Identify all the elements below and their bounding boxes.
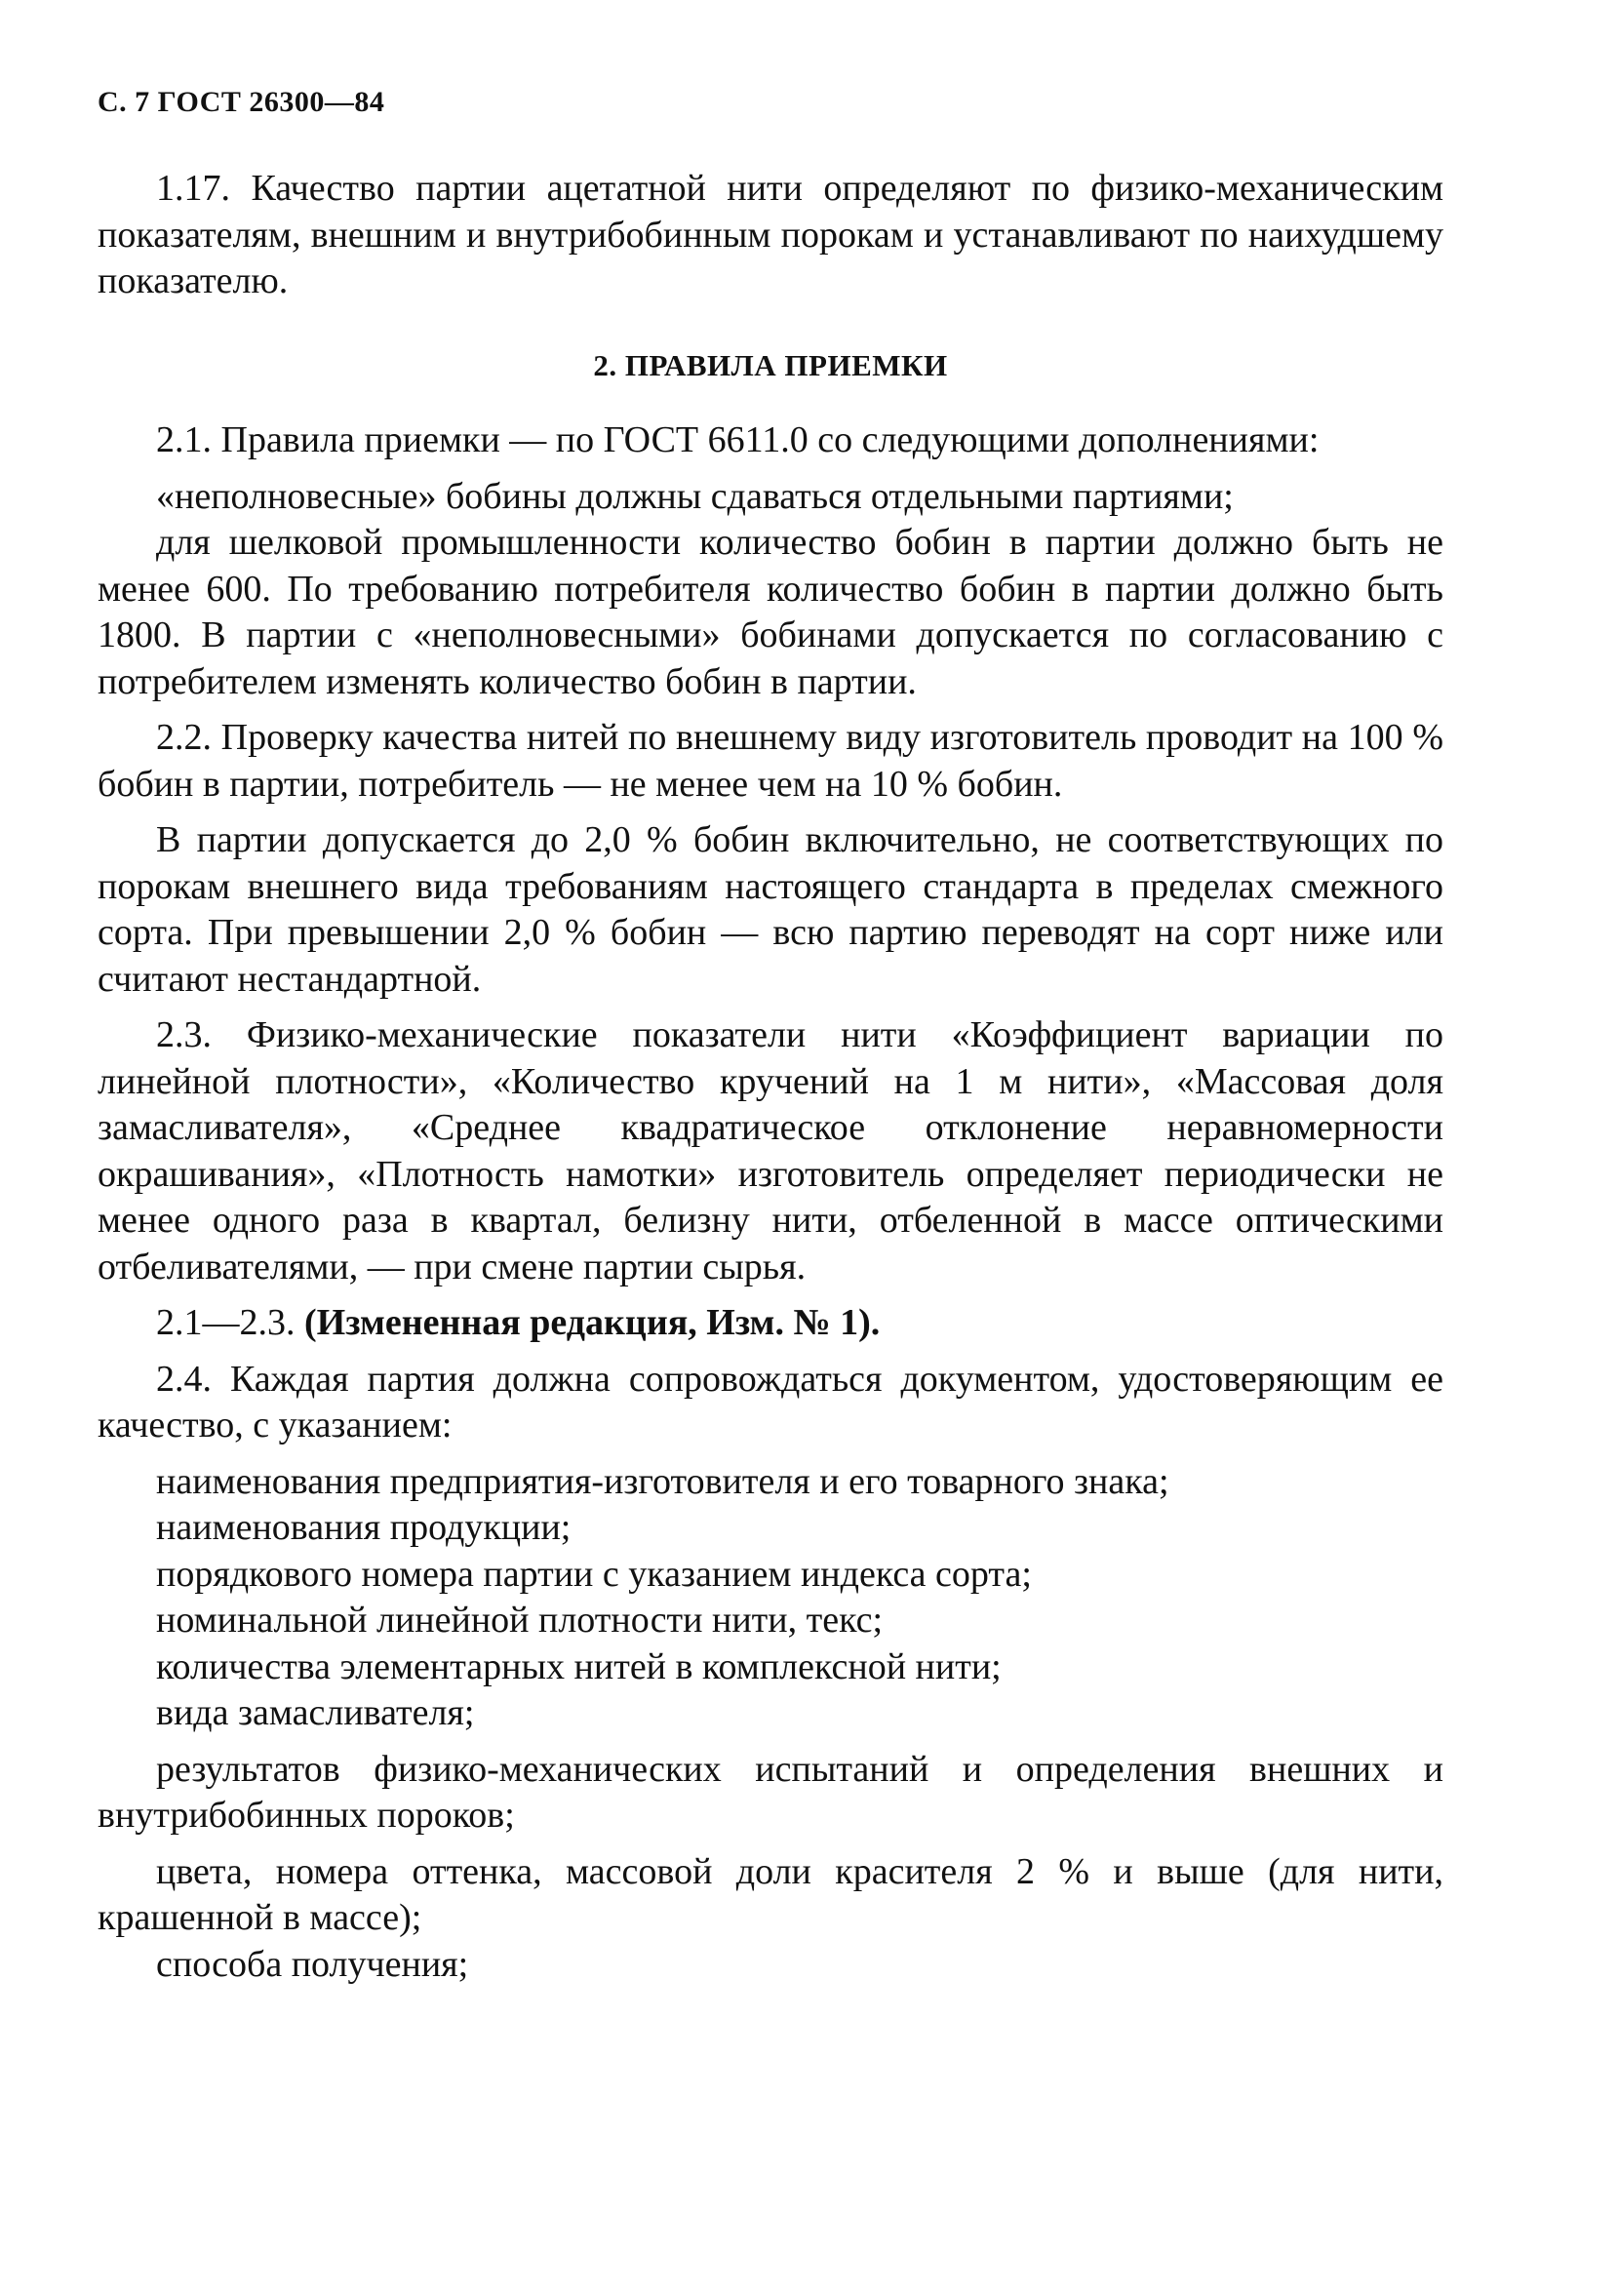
document-body xyxy=(98,166,1443,1988)
list-item: результатов физико-механических испытаний и определения внешних и внутрибобинных пороков; xyxy=(98,1748,1443,1836)
list-item: наименования продукции; xyxy=(156,1507,572,1548)
list-item: цвета, номера оттенка, массовой доли красителя 2 % и выше (для нити, крашенной в массе); xyxy=(98,1850,1443,1938)
amendment-label: (Измененная редакция, Изм. № 1). xyxy=(304,1302,881,1343)
paragraph-2-1-item-underweight: «неполновесные» бобины должны сдаваться отдельными партиями; xyxy=(156,475,1234,517)
list-item: количества элементарных нитей в комплексной нити; xyxy=(156,1645,1002,1687)
amendment-note xyxy=(98,1300,1443,1347)
paragraph-2-3: 2.3. Физико-механические показатели нити «Коэффициент вариации по линейной плотности», «Количество кручений на 1 м нити», «Массовая доля замасливателя», «Среднее квадратическое отклонение неравномерности окрашивания», «Плотность намотки» изготовитель определяет периодически не менее одного раза в квартал, белизну нити, отбеленной в массе оптическими отбеливателями, — при смене партии сырья. xyxy=(98,1014,1443,1287)
list-item: наименования предприятия-изготовителя и его товарного знака; xyxy=(156,1460,1169,1502)
amendment-prefix: 2.1—2.3. xyxy=(156,1302,304,1343)
paragraph-2-1: 2.1. Правила приемки — по ГОСТ 6611.0 со следующими дополнениями: xyxy=(156,419,1320,460)
paragraph-2-2: 2.2. Проверку качества нитей по внешнему виду изготовитель проводит на 100 % бобин в партии, потребитель — не менее чем на 10 % бобин. xyxy=(98,717,1443,805)
list-item: вида замасливателя; xyxy=(156,1692,475,1733)
paragraph-2-1-item-silk-industry: для шелковой промышленности количество бобин в партии должно быть не менее 600. По требованию потребителя количество бобин в партии должно быть 1800. В партии с «неполновесными» бобинами допускается по согласованию с потребителем изменять количество бобин в партии. xyxy=(98,522,1443,702)
section-title: 2. ПРАВИЛА ПРИЕМКИ xyxy=(593,347,948,382)
list-item: порядкового номера партии с указанием индекса сорта; xyxy=(156,1553,1032,1595)
paragraph-2-2-tolerance: В партии допускается до 2,0 % бобин включительно, не соответствующих по порокам внешнего вида требованиям настоящего стандарта в пределах смежного сорта. При превышении 2,0 % бобин — всю партию переводят на сорт ниже или считают нестандартной. xyxy=(98,819,1443,1000)
list-item: номинальной линейной плотности нити, текс; xyxy=(156,1600,884,1641)
list-item: способа получения; xyxy=(156,1943,469,1985)
paragraph-1-17: 1.17. Качество партии ацетатной нити определяют по физико-механическим показателям, внешним и внутрибобинным порокам и устанавливают по наихудшему показателю. xyxy=(98,168,1443,301)
paragraph-2-4: 2.4. Каждая партия должна сопровождаться документом, удостоверяющим ее качество, с указанием: xyxy=(98,1358,1443,1445)
page-header: С. 7 ГОСТ 26300—84 xyxy=(98,86,385,118)
